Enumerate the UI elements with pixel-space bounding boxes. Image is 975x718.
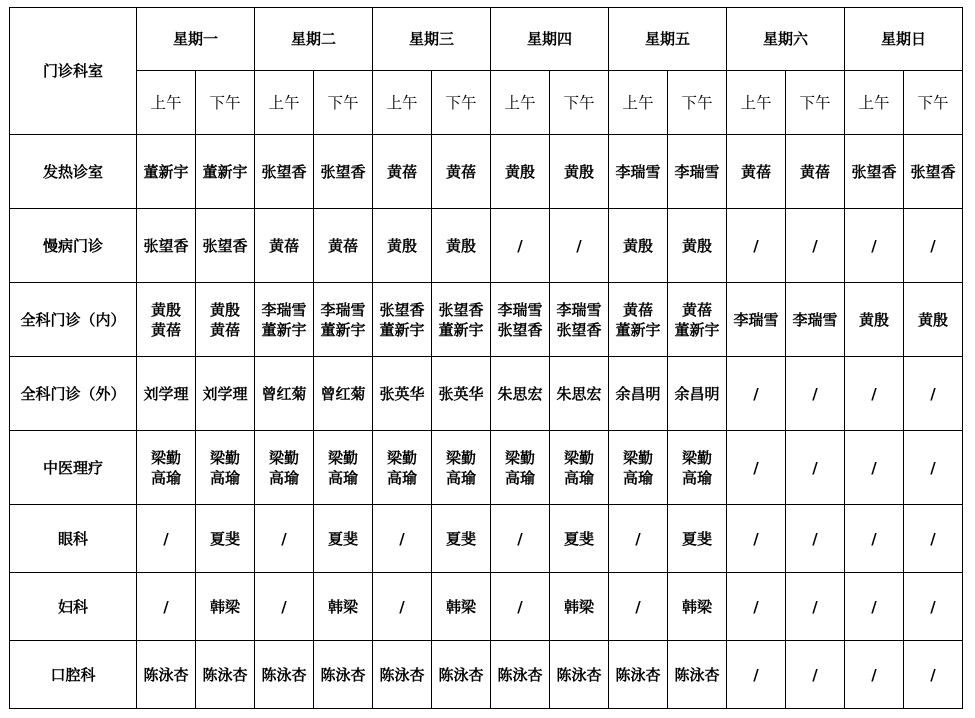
doctor-name: 梁勤 [386,448,417,467]
doctor-name: 张望香 [910,162,956,181]
schedule-cell [609,505,668,573]
morning-header: 上午 [491,71,550,135]
doctor-name: 张望香 [143,236,189,255]
day-header: 星期四 [491,8,609,71]
schedule-cell [491,209,550,283]
schedule-cell [845,641,904,709]
doctor-name: 黄蓓 [209,320,240,339]
schedule-cell [196,641,255,709]
schedule-cell [668,641,727,709]
schedule-cell [845,505,904,573]
doctor-name: 李瑞雪 [733,310,779,329]
doctor-name: / [576,236,582,255]
doctor-name: 高瑜 [150,468,181,487]
schedule-cell [727,135,786,209]
doctor-name: / [753,529,759,548]
doctor-name: 陈泳杏 [556,665,602,684]
doctor-name: / [930,458,936,477]
schedule-cell [786,573,845,641]
schedule-cell [491,641,550,709]
doctor-name: 黄蓓 [327,236,358,255]
doctor-name: 韩梁 [445,597,476,616]
doctor-name: 梁勤 [445,448,476,467]
morning-header: 上午 [609,71,668,135]
doctor-name: / [871,665,877,684]
doctor-name: / [753,384,759,403]
schedule-cell [550,209,609,283]
doctor-name: / [399,529,405,548]
clinic-schedule-table [9,7,963,709]
doctor-name: / [812,384,818,403]
doctor-name: 陈泳杏 [615,665,661,684]
doctor-name: / [281,529,287,548]
day-header: 星期三 [373,8,491,71]
doctor-name: 黄蓓 [622,300,653,319]
schedule-container [9,7,963,709]
schedule-cell [550,573,609,641]
schedule-cell [786,209,845,283]
schedule-cell [255,209,314,283]
doctor-name: 黄蓓 [150,320,181,339]
doctor-name: 陈泳杏 [438,665,484,684]
schedule-cell [373,357,432,431]
doctor-name: / [812,529,818,548]
doctor-name: 黄蓓 [681,300,712,319]
schedule-cell [255,431,314,505]
doctor-name: 黄殷 [917,310,948,329]
doctor-name: 张望香 [261,162,307,181]
doctor-name: 黄殷 [150,300,181,319]
schedule-cell [727,283,786,357]
afternoon-header: 下午 [196,71,255,135]
schedule-cell [668,135,727,209]
department-name: 全科门诊（内） [10,283,137,357]
department-row [10,431,963,505]
afternoon-header: 下午 [668,71,727,135]
schedule-cell [904,283,963,357]
day-header: 星期二 [255,8,373,71]
doctor-name: / [399,597,405,616]
schedule-cell [373,505,432,573]
doctor-name: 梁勤 [681,448,712,467]
doctor-name: / [871,236,877,255]
doctor-name: 高瑜 [504,468,535,487]
doctor-name: / [930,384,936,403]
doctor-name: 朱思宏 [556,384,602,403]
schedule-cell [904,135,963,209]
doctor-name: 李瑞雪 [261,300,307,319]
schedule-cell [314,431,373,505]
schedule-cell [668,431,727,505]
doctor-name: 曾红菊 [320,384,366,403]
schedule-cell [668,573,727,641]
department-row [10,505,963,573]
schedule-cell [550,641,609,709]
department-name: 妇科 [10,573,137,641]
schedule-cell [314,357,373,431]
schedule-cell [845,283,904,357]
doctor-name: 张望香 [851,162,897,181]
schedule-cell [255,641,314,709]
corner-header: 门诊科室 [10,8,137,135]
doctor-name: 高瑜 [209,468,240,487]
doctor-name: / [753,236,759,255]
doctor-name: / [753,597,759,616]
schedule-cell [196,283,255,357]
doctor-name: 陈泳杏 [202,665,248,684]
doctor-name: 梁勤 [150,448,181,467]
doctor-name: / [635,529,641,548]
doctor-name: 董新宇 [261,320,307,339]
doctor-name: 黄殷 [445,236,476,255]
schedule-cell [786,431,845,505]
schedule-cell [491,431,550,505]
doctor-name: 张望香 [556,320,602,339]
schedule-cell [668,357,727,431]
schedule-cell [196,431,255,505]
schedule-cell [373,573,432,641]
schedule-cell [373,431,432,505]
doctor-name: 李瑞雪 [320,300,366,319]
schedule-cell [786,505,845,573]
day-header: 星期六 [727,8,845,71]
schedule-cell [255,505,314,573]
schedule-cell [727,431,786,505]
schedule-cell [314,573,373,641]
doctor-name: / [930,236,936,255]
schedule-cell [491,573,550,641]
schedule-cell [845,573,904,641]
doctor-name: 梁勤 [504,448,535,467]
doctor-name: 陈泳杏 [379,665,425,684]
schedule-cell [196,573,255,641]
schedule-cell [432,641,491,709]
doctor-name: 董新宇 [674,320,720,339]
schedule-cell [137,209,196,283]
doctor-name: 高瑜 [268,468,299,487]
schedule-cell [845,135,904,209]
schedule-cell [609,209,668,283]
doctor-name: / [930,529,936,548]
doctor-name: 张望香 [202,236,248,255]
doctor-name: 陈泳杏 [497,665,543,684]
doctor-name: 陈泳杏 [143,665,189,684]
schedule-cell [137,135,196,209]
department-row [10,573,963,641]
schedule-cell [432,573,491,641]
day-header: 星期一 [137,8,255,71]
doctor-name: 黄蓓 [386,162,417,181]
schedule-cell [196,505,255,573]
doctor-name: / [753,458,759,477]
schedule-cell [845,357,904,431]
afternoon-header: 下午 [904,71,963,135]
department-row [10,135,963,209]
doctor-name: 韩梁 [563,597,594,616]
morning-header: 上午 [845,71,904,135]
department-name: 中医理疗 [10,431,137,505]
schedule-cell [727,641,786,709]
department-row [10,283,963,357]
schedule-cell [786,135,845,209]
doctor-name: 黄殷 [209,300,240,319]
doctor-name: 董新宇 [379,320,425,339]
schedule-cell [609,573,668,641]
schedule-cell [668,283,727,357]
doctor-name: 梁勤 [209,448,240,467]
doctor-name: 高瑜 [681,468,712,487]
doctor-name: 黄蓓 [445,162,476,181]
doctor-name: 张望香 [379,300,425,319]
schedule-cell [550,135,609,209]
doctor-name: / [812,236,818,255]
doctor-name: 高瑜 [327,468,358,487]
doctor-name: / [812,597,818,616]
doctor-name: / [635,597,641,616]
schedule-cell [255,135,314,209]
department-row [10,641,963,709]
doctor-name: / [871,597,877,616]
schedule-cell [314,641,373,709]
doctor-name: 余昌明 [615,384,661,403]
schedule-cell [904,431,963,505]
morning-header: 上午 [137,71,196,135]
schedule-cell [609,135,668,209]
department-name: 发热诊室 [10,135,137,209]
doctor-name: / [871,529,877,548]
schedule-cell [432,505,491,573]
department-name: 慢病门诊 [10,209,137,283]
doctor-name: 黄殷 [386,236,417,255]
schedule-cell [137,573,196,641]
doctor-name: 陈泳杏 [261,665,307,684]
schedule-cell [137,357,196,431]
doctor-name: 张望香 [497,320,543,339]
schedule-cell [904,573,963,641]
doctor-name: / [517,597,523,616]
schedule-cell [137,283,196,357]
doctor-name: 黄殷 [622,236,653,255]
schedule-cell [255,283,314,357]
doctor-name: 朱思宏 [497,384,543,403]
doctor-name: 曾红菊 [261,384,307,403]
doctor-name: 高瑜 [445,468,476,487]
schedule-cell [432,357,491,431]
doctor-name: 董新宇 [615,320,661,339]
doctor-name: 梁勤 [268,448,299,467]
schedule-cell [668,209,727,283]
doctor-name: 董新宇 [202,162,248,181]
schedule-body [10,8,963,709]
schedule-cell [137,641,196,709]
doctor-name: / [930,597,936,616]
schedule-cell [845,209,904,283]
morning-header: 上午 [255,71,314,135]
doctor-name: 黄殷 [563,162,594,181]
department-name: 口腔科 [10,641,137,709]
department-row [10,357,963,431]
department-name: 全科门诊（外） [10,357,137,431]
morning-header: 上午 [727,71,786,135]
schedule-cell [491,505,550,573]
doctor-name: 董新宇 [320,320,366,339]
schedule-cell [727,505,786,573]
schedule-cell [255,573,314,641]
schedule-cell [845,431,904,505]
afternoon-header: 下午 [432,71,491,135]
doctor-name: 黄蓓 [740,162,771,181]
doctor-name: 刘学理 [202,384,248,403]
schedule-cell [137,505,196,573]
schedule-cell [255,357,314,431]
schedule-cell [314,135,373,209]
schedule-cell [196,357,255,431]
schedule-cell [432,431,491,505]
afternoon-header: 下午 [550,71,609,135]
doctor-name: 夏斐 [563,529,594,548]
doctor-name: 黄蓓 [268,236,299,255]
afternoon-header: 下午 [314,71,373,135]
schedule-cell [786,641,845,709]
schedule-cell [550,283,609,357]
doctor-name: 夏斐 [681,529,712,548]
schedule-cell [904,357,963,431]
day-header: 星期五 [609,8,727,71]
doctor-name: 黄殷 [858,310,889,329]
department-name: 眼科 [10,505,137,573]
day-header: 星期日 [845,8,963,71]
schedule-cell [196,135,255,209]
doctor-name: 黄殷 [681,236,712,255]
doctor-name: 梁勤 [622,448,653,467]
schedule-cell [314,209,373,283]
doctor-name: 黄殷 [504,162,535,181]
schedule-cell [786,357,845,431]
doctor-name: 李瑞雪 [792,310,838,329]
schedule-cell [550,357,609,431]
doctor-name: / [753,665,759,684]
doctor-name: 高瑜 [563,468,594,487]
doctor-name: 韩梁 [209,597,240,616]
schedule-cell [609,283,668,357]
schedule-cell [609,641,668,709]
doctor-name: 董新宇 [143,162,189,181]
doctor-name: 李瑞雪 [674,162,720,181]
header-row-halves [10,71,963,135]
schedule-cell [432,209,491,283]
schedule-cell [727,357,786,431]
doctor-name: 梁勤 [327,448,358,467]
doctor-name: / [871,384,877,403]
doctor-name: 董新宇 [438,320,484,339]
doctor-name: 夏斐 [209,529,240,548]
header-row-days [10,8,963,71]
doctor-name: 张望香 [320,162,366,181]
schedule-cell [491,135,550,209]
doctor-name: 高瑜 [622,468,653,487]
schedule-cell [491,283,550,357]
doctor-name: 李瑞雪 [497,300,543,319]
doctor-name: / [812,458,818,477]
schedule-cell [314,283,373,357]
schedule-cell [727,209,786,283]
doctor-name: 刘学理 [143,384,189,403]
doctor-name: / [812,665,818,684]
doctor-name: 李瑞雪 [556,300,602,319]
doctor-name: 黄蓓 [799,162,830,181]
doctor-name: 夏斐 [327,529,358,548]
schedule-cell [491,357,550,431]
schedule-cell [727,573,786,641]
schedule-cell [432,283,491,357]
doctor-name: / [163,529,169,548]
doctor-name: 梁勤 [563,448,594,467]
department-row [10,209,963,283]
doctor-name: / [930,665,936,684]
schedule-cell [314,505,373,573]
schedule-cell [609,431,668,505]
doctor-name: / [163,597,169,616]
doctor-name: 张英华 [438,384,484,403]
schedule-cell [373,283,432,357]
schedule-cell [904,641,963,709]
doctor-name: / [281,597,287,616]
doctor-name: 张望香 [438,300,484,319]
doctor-name: 韩梁 [327,597,358,616]
schedule-cell [196,209,255,283]
doctor-name: 余昌明 [674,384,720,403]
doctor-name: 高瑜 [386,468,417,487]
schedule-cell [668,505,727,573]
doctor-name: 陈泳杏 [674,665,720,684]
schedule-cell [550,431,609,505]
doctor-name: 张英华 [379,384,425,403]
afternoon-header: 下午 [786,71,845,135]
doctor-name: 李瑞雪 [615,162,661,181]
schedule-cell [904,209,963,283]
schedule-cell [550,505,609,573]
doctor-name: / [871,458,877,477]
schedule-cell [786,283,845,357]
doctor-name: 夏斐 [445,529,476,548]
doctor-name: 韩梁 [681,597,712,616]
doctor-name: / [517,236,523,255]
schedule-cell [373,135,432,209]
schedule-cell [373,209,432,283]
schedule-cell [609,357,668,431]
doctor-name: / [517,529,523,548]
schedule-cell [373,641,432,709]
doctor-name: 陈泳杏 [320,665,366,684]
schedule-cell [137,431,196,505]
schedule-cell [432,135,491,209]
morning-header: 上午 [373,71,432,135]
schedule-cell [904,505,963,573]
